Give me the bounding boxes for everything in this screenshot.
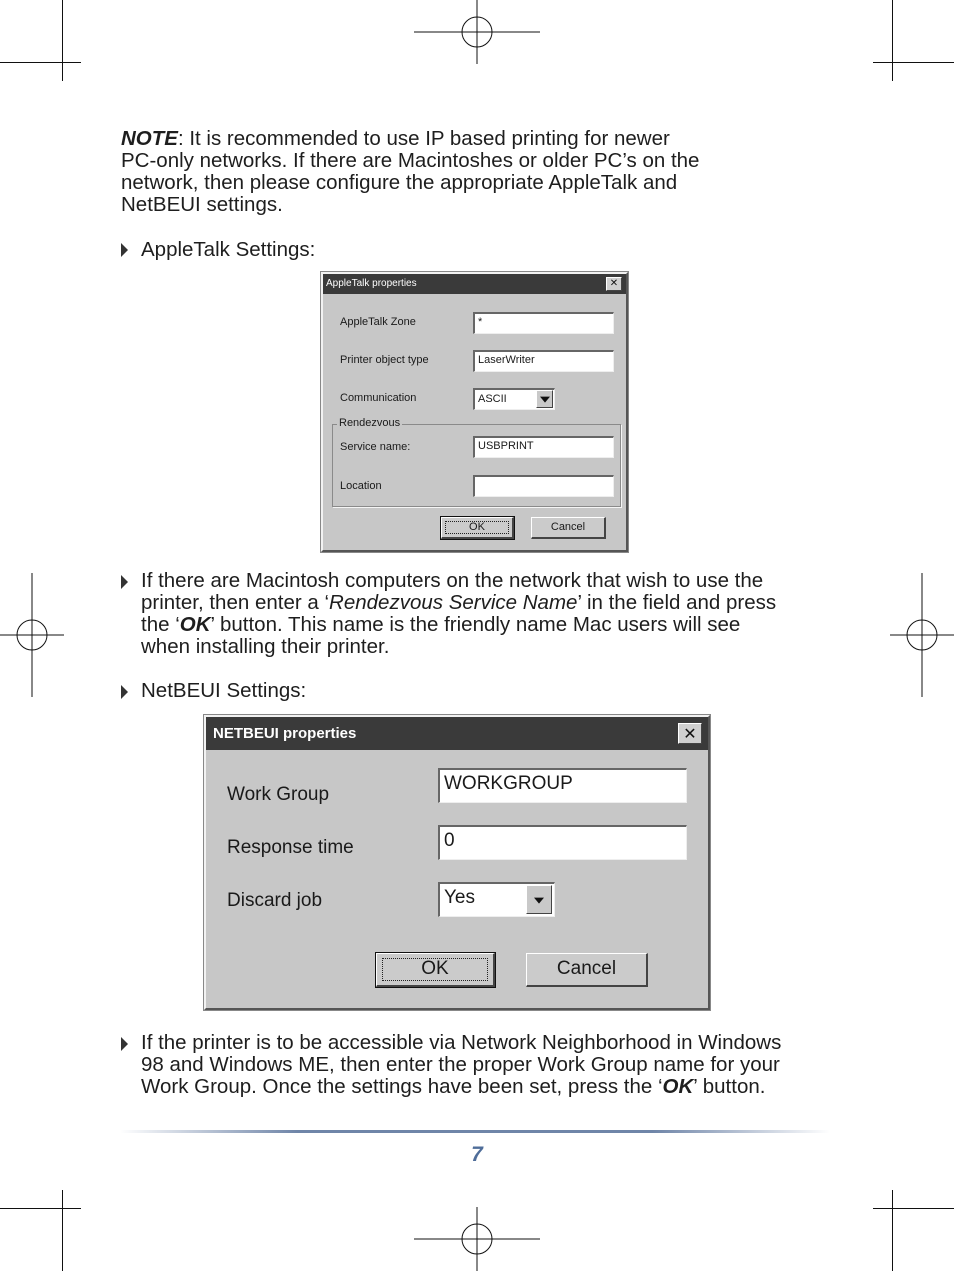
appletalk-heading: AppleTalk Settings: bbox=[141, 238, 316, 261]
netbeui-heading: NetBEUI Settings: bbox=[141, 679, 307, 702]
note-line-4: NetBEUI settings. bbox=[121, 193, 283, 216]
win-line-3: Work Group. Once the settings have been set, press the ‘OK’ button. bbox=[141, 1075, 766, 1098]
appletalk-titlebar bbox=[323, 274, 626, 294]
appletalk-zone-field[interactable]: * bbox=[473, 312, 614, 334]
focus-rect bbox=[382, 958, 488, 981]
appletalk-ok-button[interactable]: OK bbox=[441, 517, 514, 539]
win-line-2: 98 and Windows ME, then enter the proper Work Group name for your bbox=[141, 1053, 780, 1076]
workgroup-field[interactable]: WORKGROUP bbox=[438, 768, 687, 803]
registration-mark-top bbox=[414, 0, 540, 64]
note-line-2: PC-only networks. If there are Macintoshes or older PC’s on the bbox=[121, 149, 700, 172]
appletalk-title: AppleTalk properties bbox=[326, 278, 417, 289]
registration-mark-left bbox=[0, 573, 64, 697]
netbeui-dialog bbox=[204, 715, 710, 1010]
workgroup-label: Work Group bbox=[227, 784, 330, 805]
appletalk-dialog bbox=[321, 272, 628, 552]
mac-line-3: the ‘OK’ button. This name is the friendly name Mac users will see bbox=[141, 613, 741, 636]
netbeui-cancel-button[interactable]: Cancel bbox=[526, 953, 648, 987]
chevron-down-icon[interactable] bbox=[526, 885, 552, 914]
mac-line-1: If there are Macintosh computers on the network that wish to use the bbox=[141, 569, 764, 592]
discard-job-value: Yes bbox=[444, 887, 475, 908]
appletalk-zone-label: AppleTalk Zone bbox=[340, 316, 416, 328]
bullet-icon bbox=[121, 575, 128, 589]
close-icon[interactable]: ✕ bbox=[606, 277, 622, 291]
location-label: Location bbox=[340, 480, 382, 492]
footer-rule bbox=[120, 1130, 830, 1133]
discard-job-label: Discard job bbox=[227, 890, 323, 911]
netbeui-titlebar bbox=[206, 717, 708, 750]
communication-label: Communication bbox=[340, 392, 417, 404]
note-line-1: NOTE: It is recommended to use IP based printing for newer bbox=[121, 127, 670, 150]
service-name-field[interactable]: USBPRINT bbox=[473, 436, 614, 458]
netbeui-title: NETBEUI properties bbox=[213, 725, 357, 742]
close-icon[interactable]: ✕ bbox=[678, 723, 702, 744]
communication-value: ASCII bbox=[478, 393, 507, 405]
win-line-1: If the printer is to be accessible via Network Neighborhood in Windows bbox=[141, 1031, 782, 1054]
bullet-icon bbox=[121, 1037, 128, 1051]
appletalk-cancel-button[interactable]: Cancel bbox=[531, 517, 606, 539]
note-label: NOTE bbox=[121, 127, 178, 150]
bullet-icon bbox=[121, 243, 128, 257]
bullet-icon bbox=[121, 685, 128, 699]
response-time-field[interactable]: 0 bbox=[438, 825, 687, 860]
netbeui-ok-button[interactable]: OK bbox=[376, 953, 495, 987]
printer-type-label: Printer object type bbox=[340, 354, 429, 366]
registration-mark-bottom bbox=[414, 1207, 540, 1271]
registration-mark-right bbox=[890, 573, 954, 697]
mac-line-2: printer, then enter a ‘Rendezvous Service Name’ in the field and press bbox=[141, 591, 777, 614]
page-number: 7 bbox=[471, 1143, 483, 1166]
rendezvous-group-label: Rendezvous bbox=[339, 417, 401, 429]
response-time-label: Response time bbox=[227, 837, 354, 858]
focus-rect bbox=[445, 521, 509, 534]
note-line-3: network, then please configure the appropriate AppleTalk and bbox=[121, 171, 678, 194]
chevron-down-icon[interactable] bbox=[536, 390, 553, 408]
location-field[interactable] bbox=[473, 475, 614, 497]
service-name-label: Service name: bbox=[340, 441, 411, 453]
printer-type-field[interactable]: LaserWriter bbox=[473, 350, 614, 372]
mac-line-4: when installing their printer. bbox=[141, 635, 390, 658]
